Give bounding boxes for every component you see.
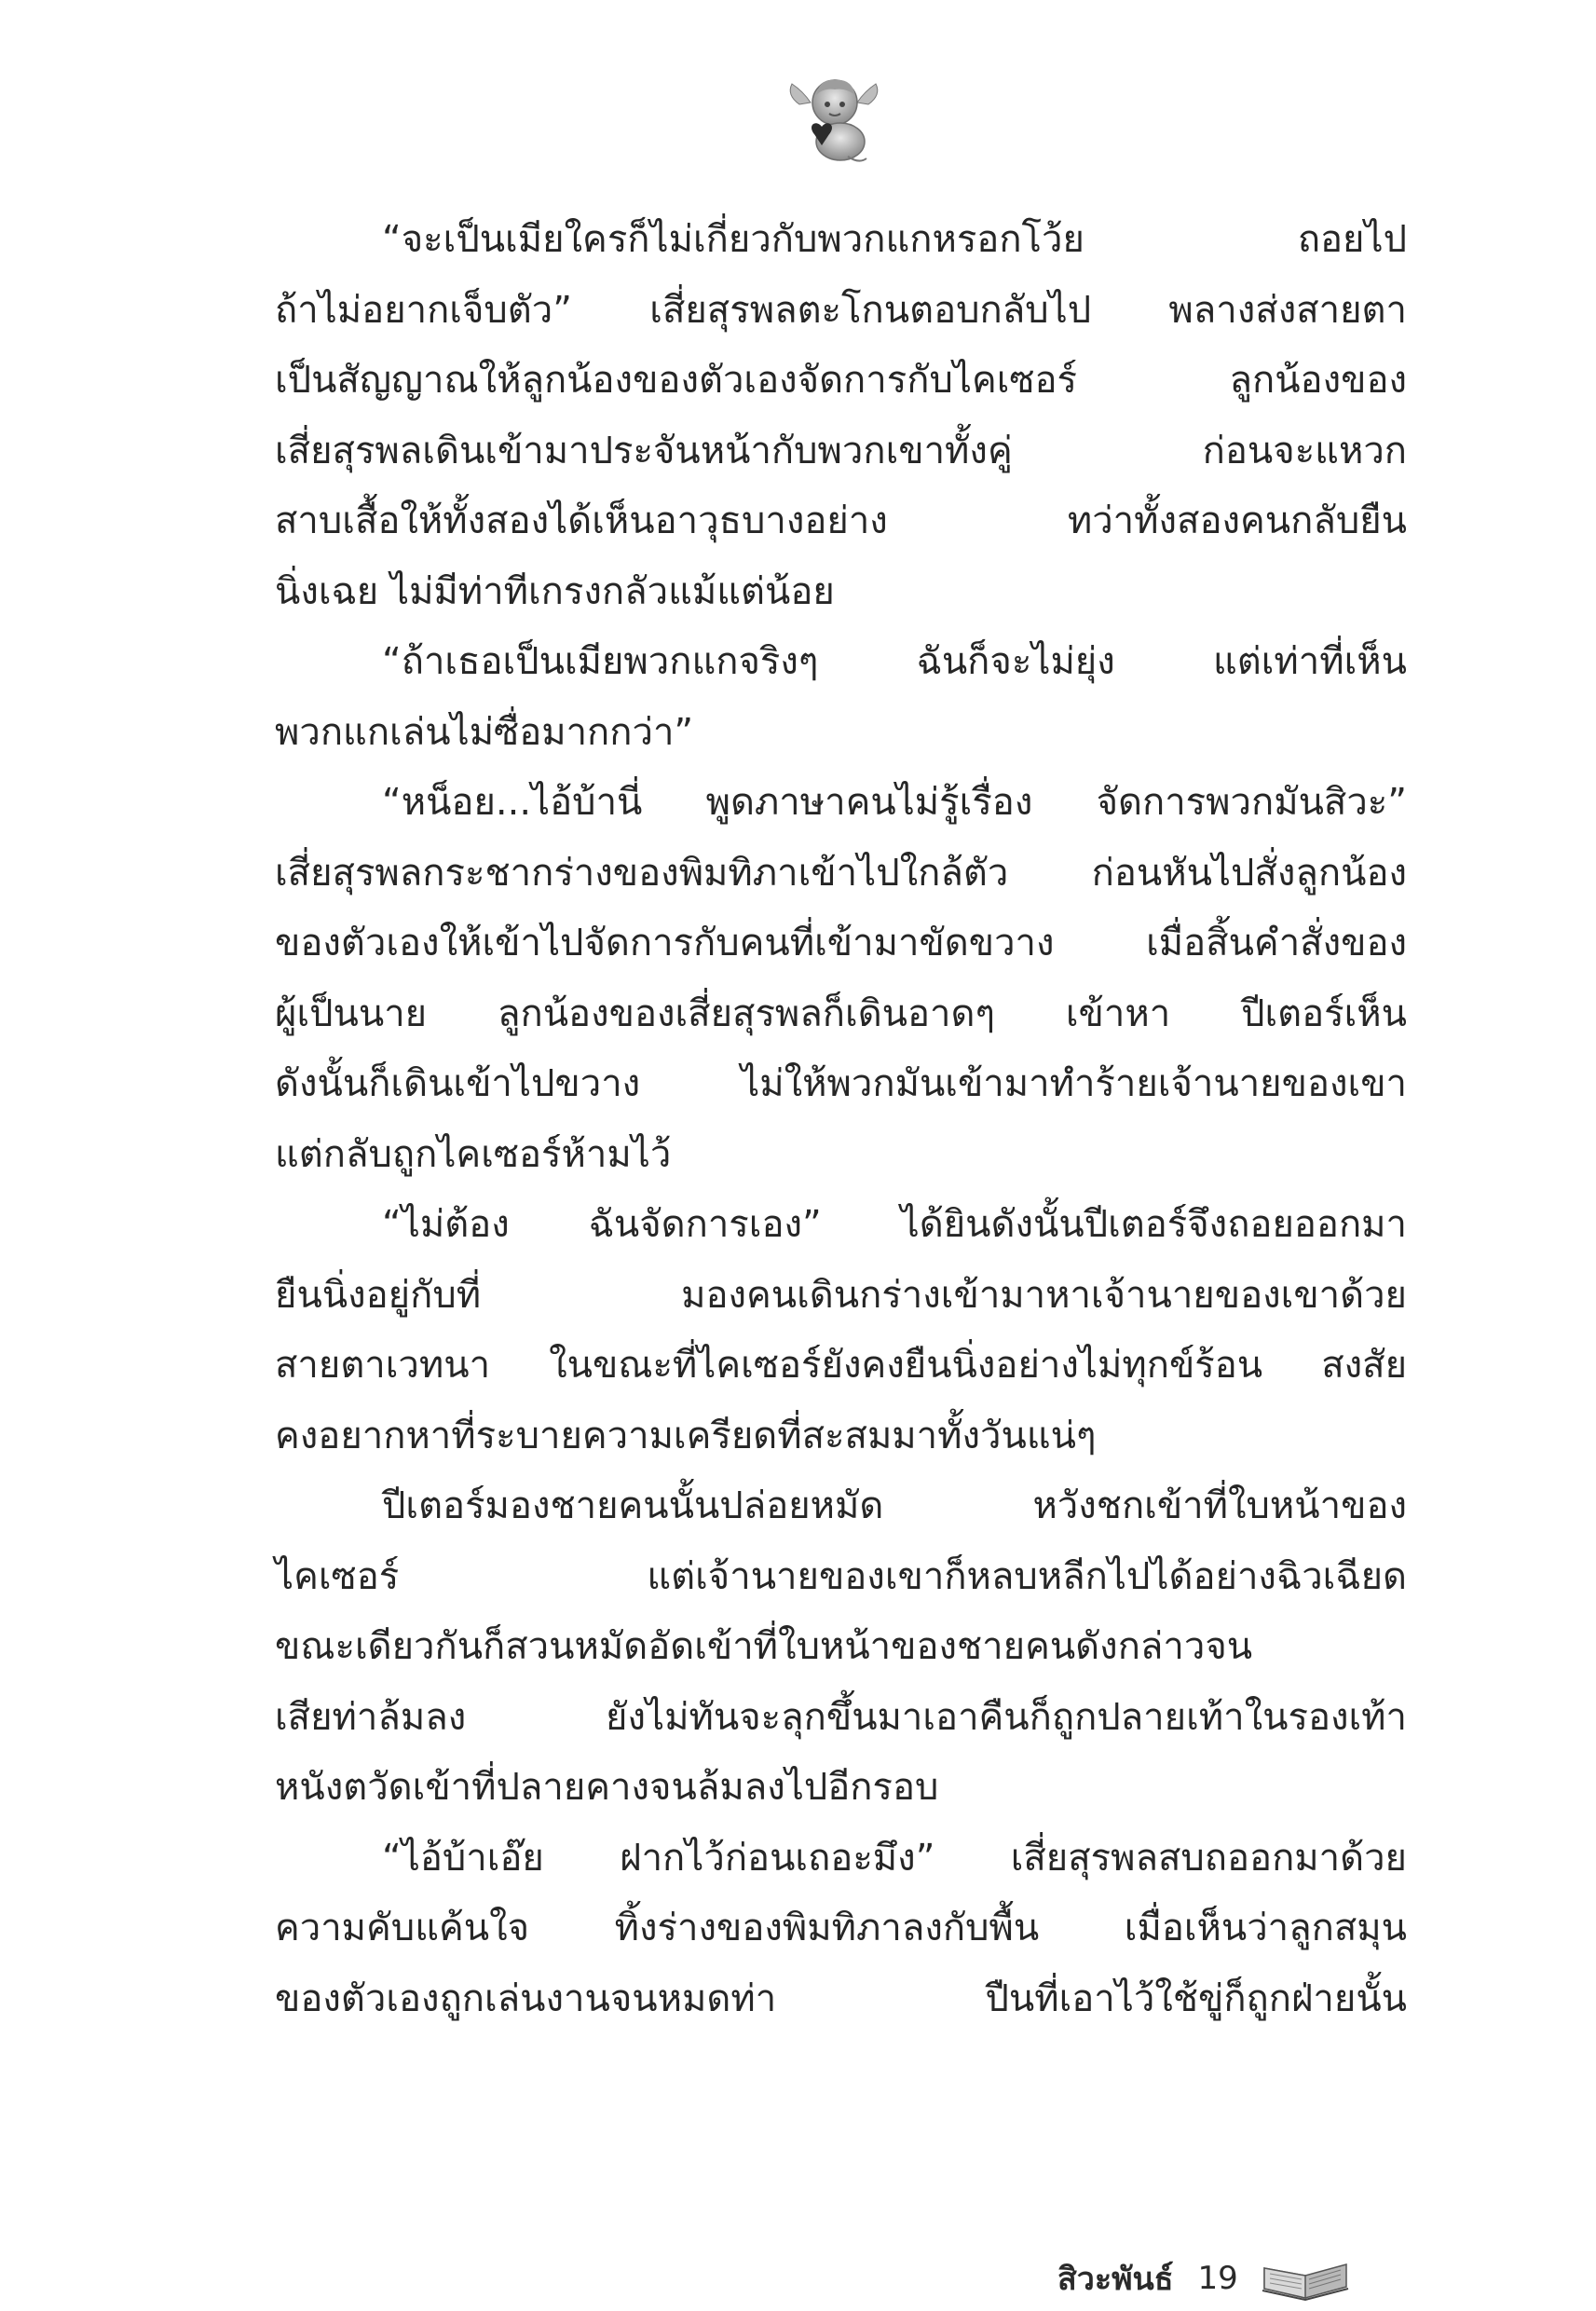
text-line: แต่กลับถูกไคเซอร์ห้ามไว้: [275, 1132, 672, 1176]
text-line: ความคับแค้นใจ ทิ้งร่างของพิมทิภาลงกับพื้น เมื่อเห็นว่าลูกสมุน: [275, 1907, 1407, 1949]
text-line: ไคเซอร์ แต่เจ้านายของเขาก็หลบหลีกไปได้อย่างฉิวเฉียด: [275, 1554, 1407, 1598]
page-number: 19: [1197, 2260, 1238, 2297]
text-line: “ไม่ต้อง ฉันจัดการเอง” ได้ยินดังนั้นปีเตอร์จึงถอยออกมา: [382, 1203, 1407, 1246]
text-line: ปีเตอร์มองชายคนนั้นปล่อยหมัด หวังชกเข้าที่ใบหน้าของ: [382, 1484, 1407, 1527]
text-line: ดังนั้นก็เดินเข้าไปขวาง ไม่ให้พวกมันเข้ามาทำร้ายเจ้านายของเขา: [275, 1062, 1407, 1105]
text-line: เสียท่าล้มลง ยังไม่ทันจะลุกขึ้นมาเอาคืนก็ถูกปลายเท้าในรองเท้า: [275, 1695, 1407, 1739]
story-text: [275, 205, 1407, 2034]
book-title: สิวะพันธ์: [1057, 2261, 1174, 2298]
page-footer: [1057, 2250, 1352, 2306]
text-line: “จะเป็นเมียใครก็ไม่เกี่ยวกับพวกแกหรอกโว้ย ถอยไป: [382, 218, 1407, 261]
text-line: “ไอ้บ้าเอ๊ย ฝากไว้ก่อนเถอะมึง” เสี่ยสุรพลสบถออกมาด้วย: [382, 1836, 1407, 1880]
text-line: “หน็อย...ไอ้บ้านี่ พูดภาษาคนไม่รู้เรื่อง จัดการพวกมันสิวะ”: [382, 781, 1407, 824]
text-line: ถ้าไม่อยากเจ็บตัว” เสี่ยสุรพลตะโกนตอบกลับไป พลางส่งสายตา: [275, 288, 1407, 332]
text-line: เป็นสัญญาณให้ลูกน้องของตัวเองจัดการกับไคเซอร์ ลูกน้องของ: [275, 359, 1407, 402]
text-line: ขณะเดียวกันก็สวนหมัดอัดเข้าที่ใบหน้าของชายคนดังกล่าวจน: [275, 1625, 1253, 1668]
text-line: นิ่งเฉย ไม่มีท่าทีเกรงกลัวแม้แต่น้อย: [275, 569, 835, 613]
text-line: ของตัวเองให้เข้าไปจัดการกับคนที่เข้ามาขัดขวาง เมื่อสิ้นคำสั่งของ: [275, 922, 1407, 964]
open-book-icon: [1259, 2255, 1352, 2302]
text-line: ผู้เป็นนาย ลูกน้องของเสี่ยสุรพลก็เดินอาดๆ เข้าหา ปีเตอร์เห็น: [275, 991, 1407, 1035]
text-line: เสี่ยสุรพลกระชากร่างของพิมทิภาเข้าไปใกล้ตัว ก่อนหันไปสั่งลูกน้อง: [275, 851, 1407, 895]
text-line: สาบเสื้อให้ทั้งสองได้เห็นอาวุธบางอย่าง ทว่าทั้งสองคนกลับยืน: [275, 499, 1407, 542]
text-line: ของตัวเองถูกเล่นงานจนหมดท่า ปืนที่เอาไว้ใช้ขู่ก็ถูกฝ่ายนั้น: [275, 1976, 1407, 2020]
text-line: พวกแกเล่นไม่ซื่อมากกว่า”: [275, 710, 694, 754]
cherub-with-heart-icon: [783, 67, 885, 170]
text-line: คงอยากหาที่ระบายความเครียดที่สะสมมาทั้งวันแน่ๆ: [275, 1414, 1097, 1457]
text-line: เสี่ยสุรพลเดินเข้ามาประจันหน้ากับพวกเขาทั้งคู่ ก่อนจะแหวก: [275, 429, 1407, 472]
text-line: หนังตวัดเข้าที่ปลายคางจนล้มลงไปอีกรอบ: [275, 1766, 939, 1809]
text-line: สายตาเวทนา ในขณะที่ไคเซอร์ยังคงยืนนิ่งอย่างไม่ทุกข์ร้อน สงสัย: [275, 1344, 1407, 1387]
text-line: ยืนนิ่งอยู่กับที่ มองคนเดินกร่างเข้ามาหาเจ้านายของเขาด้วย: [275, 1273, 1407, 1317]
text-line: “ถ้าเธอเป็นเมียพวกแกจริงๆ ฉันก็จะไม่ยุ่ง แต่เท่าที่เห็น: [382, 640, 1407, 683]
